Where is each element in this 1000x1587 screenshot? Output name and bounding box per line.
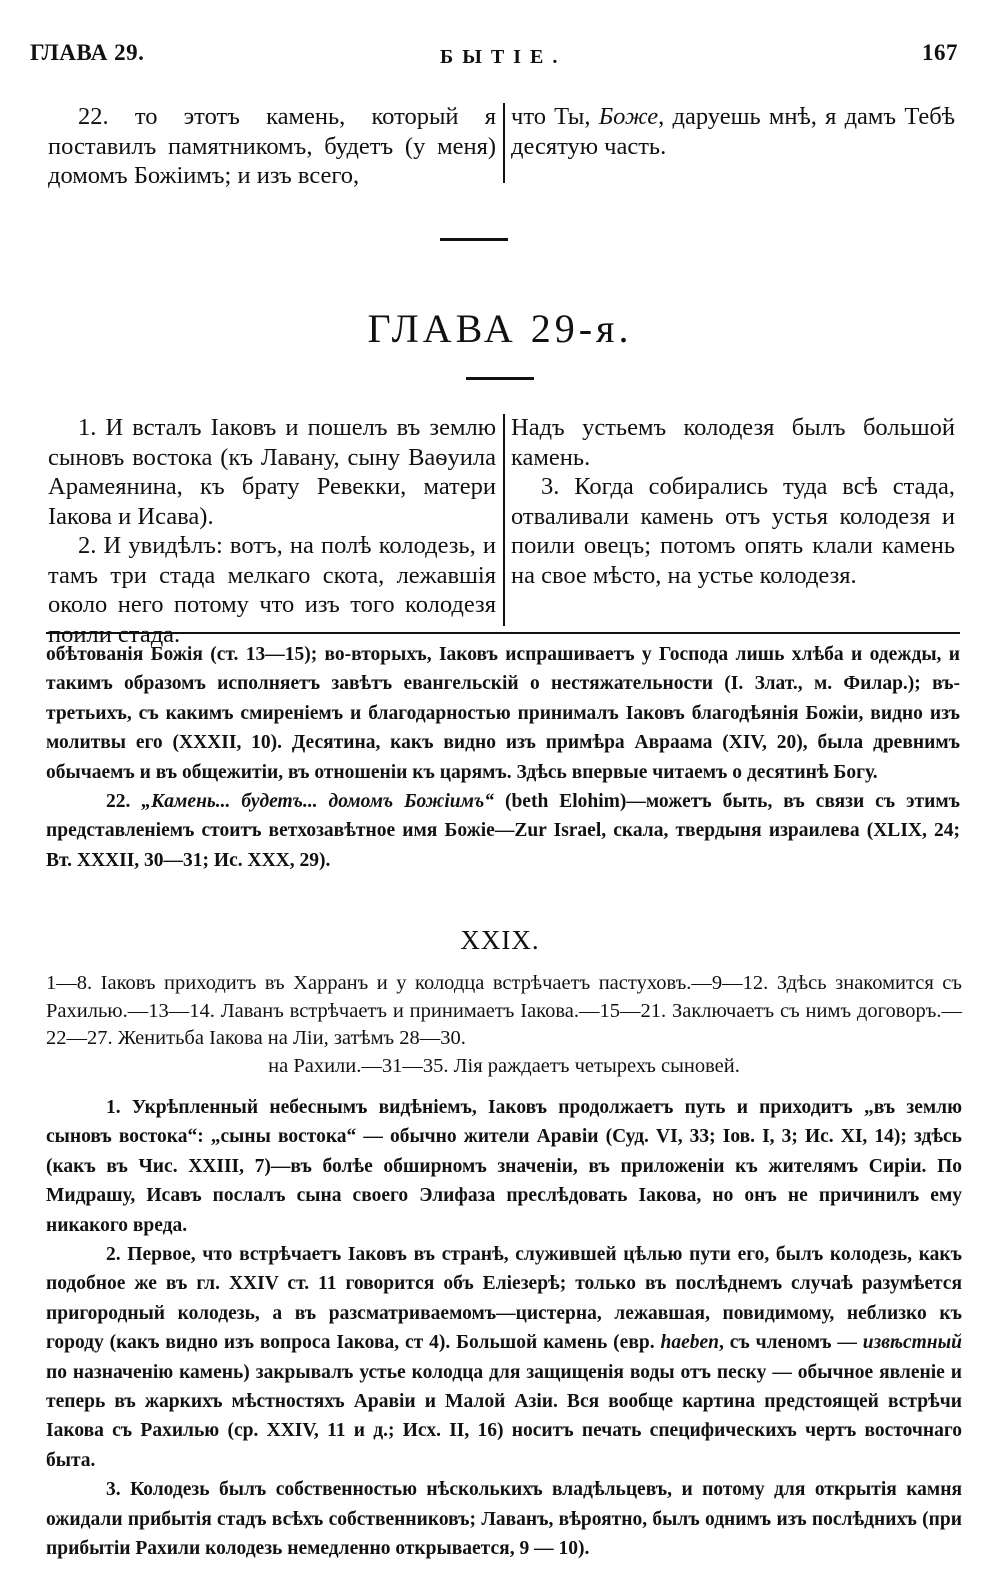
- scripture-left-column: [48, 413, 496, 649]
- chapter-title: ГЛАВА 29-я.: [367, 306, 633, 351]
- commentary-quote: „Камень... будетъ... домомъ Божіимъ“: [141, 791, 495, 813]
- note-2-part-a: 2. Первое, что встрѣчаетъ Іаковъ въ странѣ, служившей цѣлью пути его, былъ колодезь, какъ подобное же въ гл. XXIV ст. 11 говорится объ Еліезерѣ; только въ послѣднемъ случаѣ разумѣется пригородный колодезь, а въ разсматриваемомъ—цистерна, лежавшая, повидимому, неблизко къ городу (какъ видно изъ вопроса Іакова, ст 4). Большой камень (евр.: [46, 1244, 962, 1354]
- commentary-text: (beth Elohim)—можетъ быть, въ связи съ этимъ представленіемъ стоитъ ветхозавѣтное имя Божіе—Zur Israel, скала, твердыня израилева (XLIX, 24; Вт. XXXII, 30—31; Ис. XXX, 29).: [46, 791, 961, 871]
- verse-22-italic: Боже: [598, 103, 659, 130]
- note-2-part-b: , съ членомъ —: [718, 1332, 863, 1354]
- verse-22-left: [48, 102, 496, 191]
- scripture-right-column: [511, 413, 955, 590]
- note-2-hebrew-term: haeben: [660, 1332, 719, 1354]
- chapter-summary: [46, 970, 962, 1080]
- column-divider: [503, 414, 505, 626]
- note-2: [46, 1240, 962, 1475]
- commentary-paragraph-1: обѣтованія Божія (ст. 13—15); во-вторыхъ, Іаковъ испрашиваетъ у Господа лишь хлѣба и одежды, и такимъ образомъ исполняетъ завѣтъ евангельскій о нестяжательности (I. Злат., м. Филар.); въ-третьихъ, съ какимъ смиреніемъ и благодарностью принималъ Іаковъ благодѣянія Божіи, видно изъ молитвы его (XXXII, 10). Десятина, какъ видно изъ примѣра Авраама (XIV, 20), была древнимъ обычаемъ и въ общежитіи, въ отношеніи къ царямъ. Здѣсь впервые читаемъ о десятинѣ Богу.: [46, 644, 960, 783]
- verse-2-continued: Надъ устьемъ колодезя былъ большой камень.: [511, 414, 955, 471]
- verse-1: 1. И всталъ Іаковъ и пошелъ въ землю сыновъ востока (къ Лавану, сыну Ваѳуила Арамеянина, къ брату Ревекки, матери Іакова и Исава).: [48, 414, 496, 530]
- summary-text: 1—8. Іаковъ приходитъ въ Харранъ и у колодца встрѣчаетъ пастуховъ.—9—12. Здѣсь знакомится съ Рахилью.—13—14. Лаванъ встрѣчаетъ и принимаетъ Іакова.—15—21. Заключаетъ съ нимъ договоръ.—22—27. Женитьба Іакова на Ліи, затѣмъ 28—30.: [46, 972, 962, 1049]
- verse-22-part-a: что Ты,: [511, 103, 599, 130]
- verse-22-part-c: , даруешь мнѣ, я дамъ Тебѣ десятую часть.: [511, 103, 955, 160]
- commentary-paragraph-22: [46, 787, 960, 875]
- commentary-block: [46, 640, 960, 875]
- note-1: 1. Укрѣпленный небеснымъ видѣніемъ, Іаковъ продолжаетъ путь и приходитъ „въ землю сыновъ востока“: „сыны востока“ — обычно жители Аравіи (Суд. VI, 33; Іов. I, 3; Ис. XI, 14); здѣсь (какъ въ Чис. XXIII, 7)—въ болѣе обширномъ значеніи, въ приложеніи къ жителямъ Сиріи. По Мидрашу, Исавъ послалъ сына своего Элифаза преслѣдовать Іакова, но онъ не причинилъ ему никакого вреда.: [46, 1097, 962, 1236]
- page-number: 167: [922, 40, 958, 65]
- verse-22-text: 22. то этотъ камень, который я поставилъ памятникомъ, будетъ (у меня) домомъ Божіимъ; и изъ всего,: [48, 103, 496, 189]
- running-chapter: ГЛАВА 29.: [30, 40, 145, 65]
- summary-last-line: на Рахили.—31—35. Лія раждаетъ четырехъ сыновей.: [268, 1054, 740, 1077]
- verse-3: 3. Когда собирались туда всѣ стада, отваливали камень отъ устья колодезя и поили овецъ; потомъ опять клали камень на свое мѣсто, на устье колодезя.: [511, 473, 955, 589]
- note-3: 3. Колодезь былъ собственностью нѣсколькихъ владѣльцевъ, и потому для открытія камня ожидали прибытія стадъ всѣхъ собственниковъ; Лаванъ, вѣроятно, былъ однимъ изъ послѣднихъ (при прибытіи Рахили колодезь немедленно открывается, 9 — 10).: [46, 1479, 962, 1560]
- verse-2: 2. И увидѣлъ: вотъ, на полѣ колодезь, и тамъ три стада мелкаго скота, лежавшія около него потому что изъ того колодезя поили стада.: [48, 532, 496, 648]
- running-book-title: БЫТІЕ.: [440, 46, 567, 68]
- commentary-separator: [46, 632, 960, 634]
- note-2-part-c: по назначенію камень) закрывалъ устье колодца для защищенія воды отъ песку — обычное явленіе и теперь въ жаркихъ мѣстностяхъ Аравіи и Малой Азіи. Вся вообще картина предстоящей встрѣчи Іакова съ Рахилью (ср. XXIV, 11 и д.; Исх. II, 16) носитъ печать специфическихъ чертъ восточнаго быта.: [46, 1361, 962, 1471]
- note-2-italic-term: извѣстный: [862, 1332, 962, 1354]
- commentary-verse-number: 22.: [106, 791, 142, 813]
- section-heading-xxix: XXIX.: [460, 925, 540, 955]
- section-rule-below-title: [466, 377, 534, 380]
- section-rule-top: [440, 238, 508, 241]
- notes-block: [46, 1093, 962, 1564]
- column-divider-top: [503, 103, 505, 183]
- verse-22-continued: [511, 102, 955, 161]
- verse-22-right: [511, 102, 955, 161]
